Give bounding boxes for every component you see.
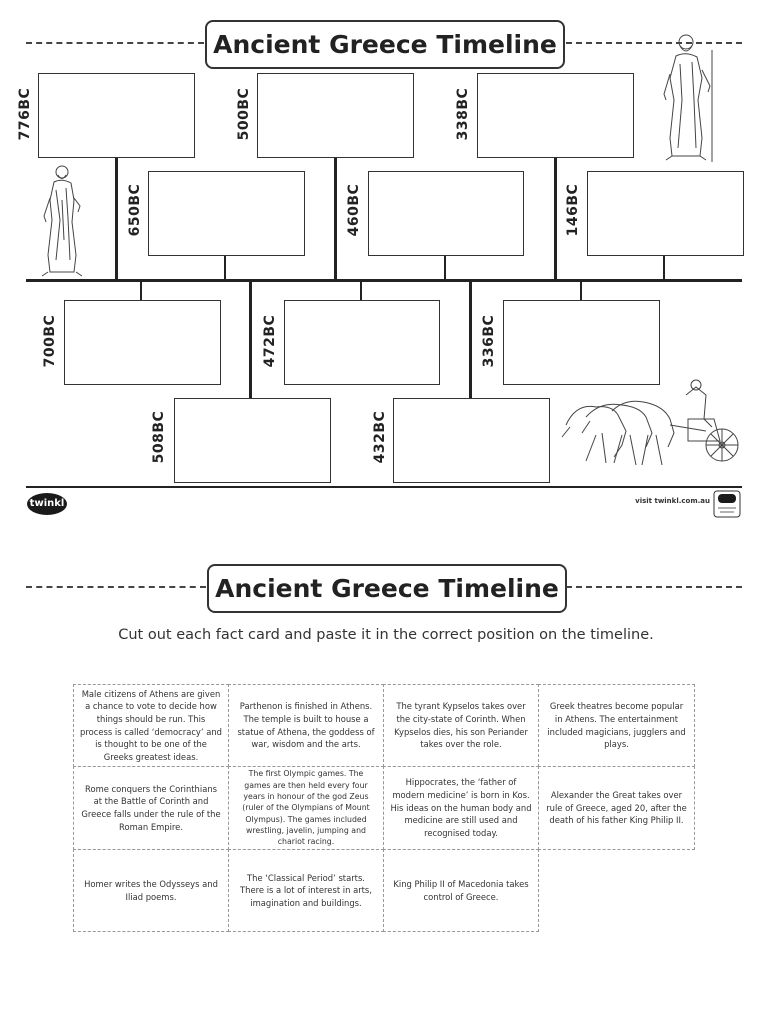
lower-connector bbox=[249, 280, 252, 398]
answer-box-500bc[interactable] bbox=[257, 73, 414, 158]
fact-card[interactable]: The tyrant Kypselos takes over the city-state of Corinth. When Kypselos dies, his son Periander takes over the role. bbox=[394, 701, 528, 750]
fact-card[interactable]: Homer writes the Odysseys and Iliad poems. bbox=[84, 878, 218, 902]
fact-card[interactable]: Rome conquers the Corinthians at the Battle of Corinth and Greece falls under the rule of the Roman Empire. bbox=[81, 783, 221, 832]
lower-tick bbox=[580, 280, 582, 301]
chariot-illustration bbox=[556, 375, 742, 473]
fact-card[interactable]: The first Olympic games. The games are then held every four years in honour of the god Zeus (ruler of the Olympians of Mount Olympus). The games included wrestling, javelin, jumping and chariot racing. bbox=[242, 769, 370, 847]
footer-rule bbox=[26, 486, 742, 488]
instructions-text: Cut out each fact card and paste it in the correct position on the timeline. bbox=[118, 627, 654, 643]
answer-box-338bc[interactable] bbox=[477, 73, 634, 158]
quality-badge-icon bbox=[713, 490, 741, 518]
page-title: Ancient Greece Timeline bbox=[205, 20, 565, 69]
fact-card[interactable]: Parthenon is finished in Athens. The temple is built to house a statue of Athena, the goddess of war, wisdom and the arts. bbox=[237, 701, 375, 750]
timeline-axis bbox=[26, 279, 742, 282]
answer-box-432bc[interactable] bbox=[393, 398, 550, 483]
twinkl-logo bbox=[26, 490, 68, 516]
fact-card[interactable]: Hippocrates, the ‘father of modern medicine’ is born in Kos. His ideas on the human body and medicine are still used and recognised today. bbox=[390, 777, 532, 838]
fact-card[interactable]: Alexander the Great takes over rule of Greece, aged 20, after the death of his father King Philip II. bbox=[546, 790, 687, 826]
title-dash-left bbox=[26, 586, 206, 588]
answer-box-472bc[interactable] bbox=[284, 300, 440, 385]
visit-link[interactable]: visit twinkl.com.au bbox=[635, 497, 710, 505]
fact-card[interactable]: King Philip II of Macedonia takes control of Greece. bbox=[393, 878, 529, 902]
upper-connector bbox=[334, 156, 337, 280]
fact-card[interactable]: Greek theatres become popular in Athens. The entertainment included magicians, jugglers and plays. bbox=[547, 701, 686, 750]
lower-tick bbox=[140, 280, 142, 301]
answer-box-508bc[interactable] bbox=[174, 398, 331, 483]
logo-text: twinkl bbox=[29, 497, 65, 509]
fact-card[interactable]: Male citizens of Athens are given a chance to vote to decide how things should be run. This process is called ‘democracy’ and is thought to be one of the Greeks greatest ideas. bbox=[80, 688, 222, 762]
upper-tick bbox=[444, 254, 446, 280]
upper-tick bbox=[663, 254, 665, 280]
greek-philosopher-illustration bbox=[654, 30, 722, 164]
fact-card[interactable]: The ‘Classical Period’ starts. There is a lot of interest in arts, imagination and buildings. bbox=[240, 872, 372, 908]
greek-man-illustration bbox=[36, 160, 92, 278]
upper-tick bbox=[224, 254, 226, 280]
worksheet-title: Ancient Greece Timeline bbox=[207, 564, 567, 613]
upper-connector bbox=[554, 156, 557, 280]
answer-box-650bc[interactable] bbox=[148, 171, 305, 256]
lower-connector bbox=[469, 280, 472, 398]
answer-box-776bc[interactable] bbox=[38, 73, 195, 158]
answer-box-336bc[interactable] bbox=[503, 300, 660, 385]
lower-tick bbox=[360, 280, 362, 301]
title-dash-left bbox=[26, 42, 204, 44]
answer-box-146bc[interactable] bbox=[587, 171, 744, 256]
title-dash-right bbox=[566, 586, 742, 588]
answer-box-460bc[interactable] bbox=[368, 171, 524, 256]
upper-connector bbox=[115, 156, 118, 280]
answer-box-700bc[interactable] bbox=[64, 300, 221, 385]
